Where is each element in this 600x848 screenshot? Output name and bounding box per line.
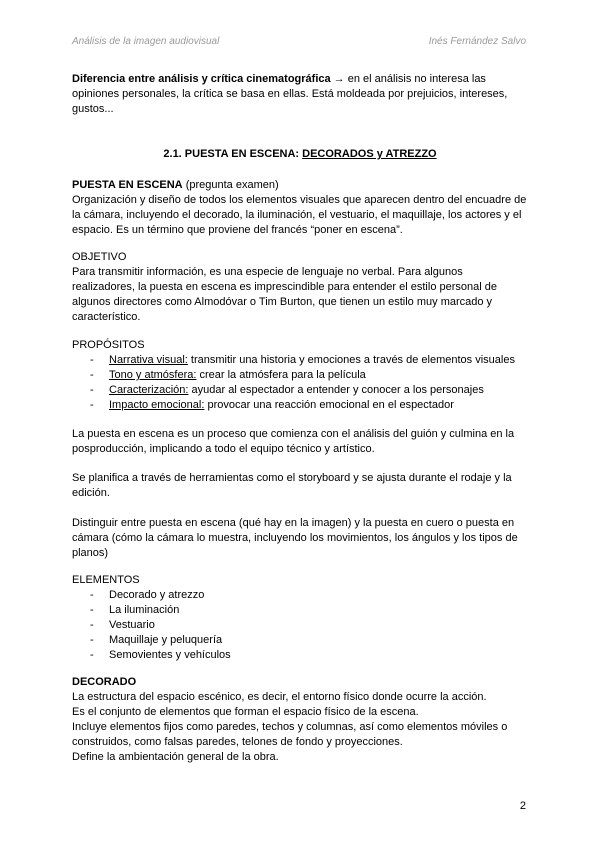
puesta-note: (pregunta examen) bbox=[182, 179, 279, 191]
paragraph-3: Distinguir entre puesta en escena (qué hay en la imagen) y la puesta en cuero o puesta en cámara (cómo la cámara lo muestra, incluyendo los movimientos, los ángulos y los tipos de planos) bbox=[72, 517, 518, 559]
list-item: - La iluminación bbox=[72, 603, 528, 618]
section-underlined: DECORADOS y ATREZZO bbox=[302, 148, 437, 160]
item-desc: crear la atmósfera para la película bbox=[196, 369, 366, 381]
puesta-text: Organización y diseño de todos los elementos visuales que aparecen dentro del encuadre de la cámara, incluyendo el decorado, la iluminación, el vestuario, el maquillaje, los actores y el espacio. Es un término que proviene del francés “poner en escena”. bbox=[72, 194, 527, 236]
list-item bbox=[72, 398, 528, 413]
propositos-title: PROPÓSITOS bbox=[72, 339, 145, 351]
intro-text: → en el análisis no interesa las opiniones personales, la crítica se basa en ellas. Está moldeada por prejuicios, intereses, gustos... bbox=[72, 73, 508, 115]
puesta-title: PUESTA EN ESCENA bbox=[72, 179, 183, 191]
objetivo-block bbox=[72, 250, 528, 325]
objetivo-title: OBJETIVO bbox=[72, 251, 127, 263]
item-term: Caracterización: bbox=[109, 384, 189, 396]
objetivo-text: Para transmitir información, es una especie de lenguaje no verbal. Para algunos realizadores, la puesta en escena es imprescindible para entender el estilo personal de algunos directores como Almodóvar o Tim Burton, que tienen un estilo muy marcado y característico. bbox=[72, 266, 497, 323]
item-desc: ayudar al espectador a entender y conocer a los personajes bbox=[188, 384, 484, 396]
paragraph-2: Se planifica a través de herramientas como el storyboard y se ajusta durante el rodaje y la edición. bbox=[72, 472, 512, 499]
paragraph-1: La puesta en escena es un proceso que comienza con el análisis del guión y culmina en la posproducción, implicando a todo el equipo técnico y artístico. bbox=[72, 428, 515, 455]
header-right: Inés Fernández Salvo bbox=[428, 36, 526, 47]
list-item: - Vestuario bbox=[72, 618, 528, 633]
decorado-line: La estructura del espacio escénico, es decir, el entorno físico donde ocurre la acción. bbox=[72, 691, 487, 703]
page-number: 2 bbox=[519, 800, 526, 812]
section-heading bbox=[0, 147, 600, 162]
elementos-list bbox=[72, 588, 528, 663]
decorado-line: Es el conjunto de elementos que forman el espacio físico de la escena. bbox=[72, 706, 419, 718]
list-item bbox=[72, 368, 528, 383]
decorado-line: Define la ambientación general de la obra. bbox=[72, 751, 279, 763]
list-item: - Maquillaje y peluquería bbox=[72, 633, 528, 648]
item-desc: transmitir una historia y emociones a través de elementos visuales bbox=[187, 354, 515, 366]
item-term: Tono y atmósfera: bbox=[109, 369, 197, 381]
puesta-block bbox=[72, 178, 528, 238]
list-item bbox=[72, 353, 528, 368]
elementos-title: ELEMENTOS bbox=[72, 574, 140, 586]
list-item bbox=[72, 383, 528, 398]
intro-paragraph bbox=[72, 72, 528, 117]
list-item: - Decorado y atrezzo bbox=[72, 588, 528, 603]
decorado-title: DECORADO bbox=[72, 676, 137, 688]
decorado-block bbox=[72, 675, 528, 765]
header-left: Análisis de la imagen audiovisual bbox=[72, 36, 220, 47]
propositos-list bbox=[72, 353, 528, 413]
item-desc: provocar una reacción emocional en el espectador bbox=[204, 399, 454, 411]
decorado-line: Incluye elementos fijos como paredes, techos y columnas, así como elementos móviles o construidos, como falsas paredes, telones de fondo y proyecciones. bbox=[72, 721, 508, 748]
item-term: Impacto emocional: bbox=[109, 399, 205, 411]
section-prefix: 2.1. PUESTA EN ESCENA: bbox=[163, 148, 303, 160]
item-term: Narrativa visual: bbox=[109, 354, 188, 366]
intro-bold: Diferencia entre análisis y crítica cinematográfica bbox=[72, 73, 331, 85]
list-item: - Semovientes y vehículos bbox=[72, 648, 528, 663]
elementos-block bbox=[72, 573, 528, 663]
propositos-block bbox=[72, 338, 528, 413]
